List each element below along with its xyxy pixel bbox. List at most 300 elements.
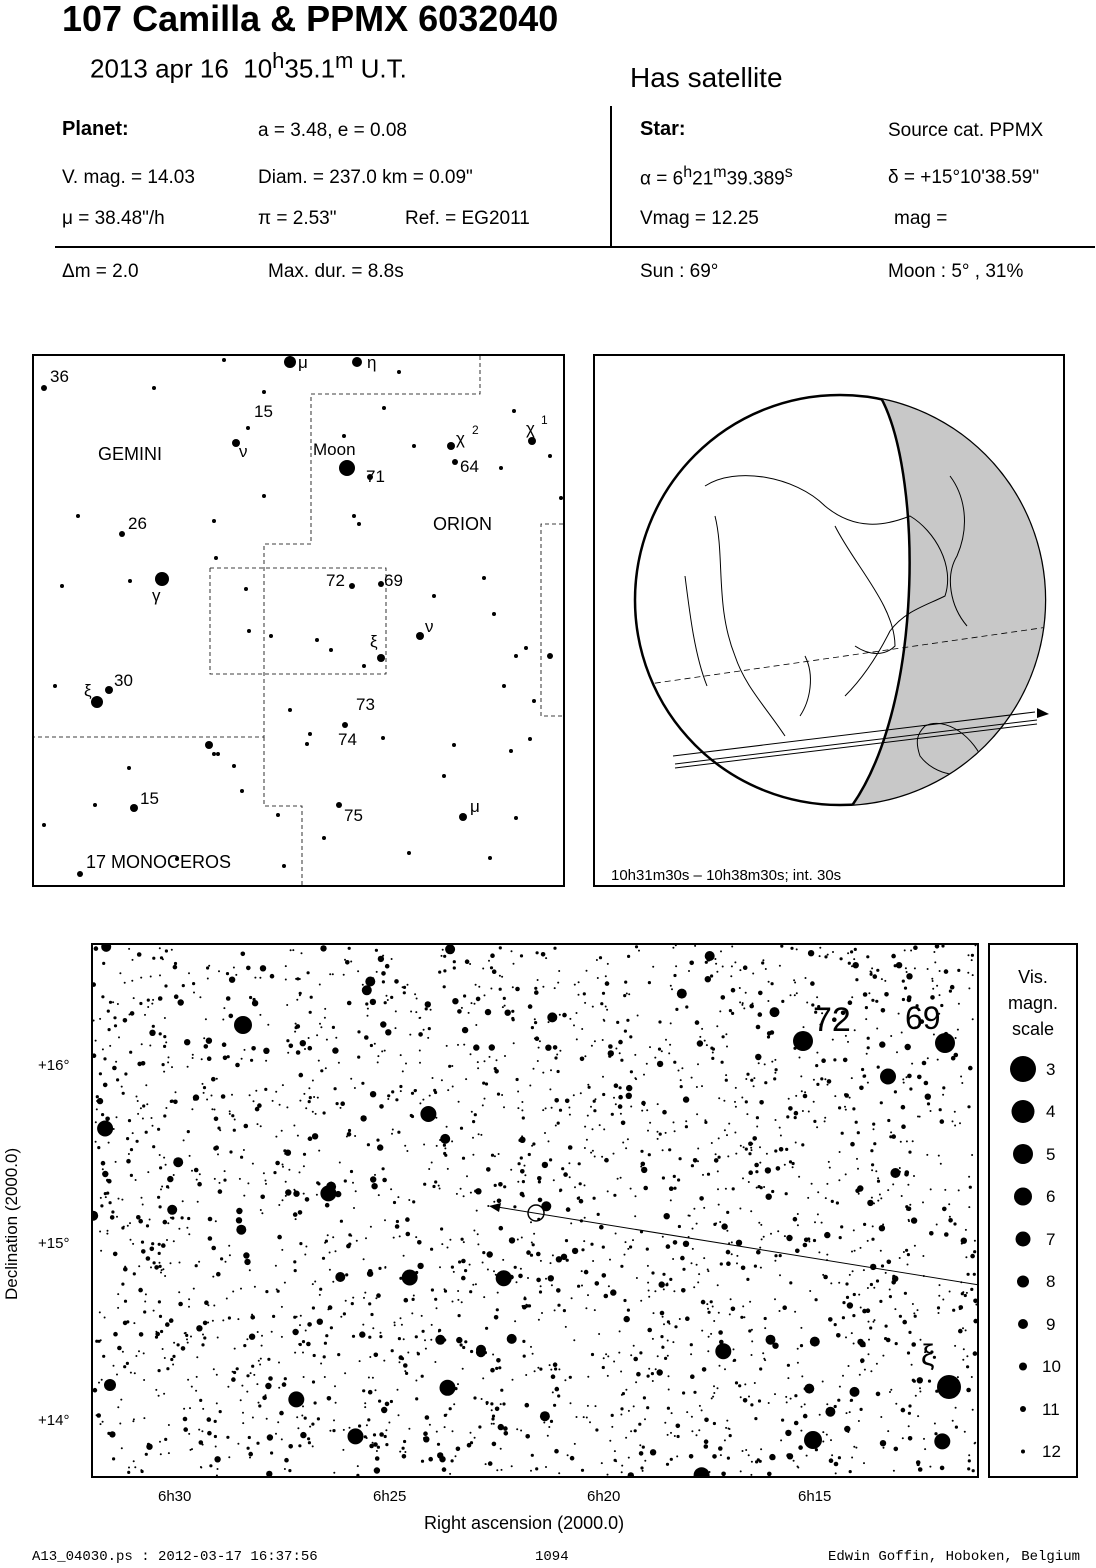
field-star <box>827 954 829 956</box>
field-star <box>382 1178 387 1183</box>
field-star <box>357 1030 360 1033</box>
legend-dot <box>1012 1100 1035 1123</box>
field-star <box>679 1157 682 1160</box>
field-star <box>872 1225 874 1227</box>
field-star <box>206 1038 212 1044</box>
field-star <box>955 1407 957 1409</box>
field-star <box>374 1043 376 1045</box>
field-star <box>344 1372 346 1374</box>
field-star <box>965 1329 967 1331</box>
field-star <box>963 1348 965 1350</box>
field-star <box>831 1200 834 1203</box>
field-star <box>639 1351 642 1354</box>
field-star <box>469 1264 471 1266</box>
field-star <box>581 1028 583 1030</box>
field-star <box>223 1056 228 1061</box>
field-star <box>749 1301 751 1303</box>
field-star <box>641 1167 647 1173</box>
field-star <box>383 1360 385 1362</box>
field-star <box>107 1230 109 1232</box>
field-star <box>551 1284 553 1286</box>
field-star <box>293 1125 295 1127</box>
field-star <box>337 1353 340 1356</box>
field-star <box>444 1426 446 1428</box>
finder-label-eta: η <box>367 356 377 372</box>
field-star <box>126 1159 131 1164</box>
field-star <box>329 973 331 975</box>
field-star <box>133 1322 135 1324</box>
field-star <box>351 1302 354 1305</box>
field-star <box>241 1058 243 1060</box>
field-star <box>578 994 580 996</box>
field-star <box>301 952 303 954</box>
field-star <box>627 955 630 958</box>
field-star <box>357 1465 359 1467</box>
field-star <box>830 1282 832 1284</box>
field-star <box>217 1153 219 1155</box>
field-star <box>443 969 446 972</box>
field-star <box>606 1009 608 1011</box>
field-star <box>463 1241 465 1243</box>
field-star <box>618 1095 623 1100</box>
field-star <box>294 1031 296 1033</box>
field-star <box>456 1447 461 1452</box>
field-star <box>97 1146 100 1149</box>
field-star <box>135 1179 137 1181</box>
field-star <box>665 1132 667 1134</box>
field-star <box>262 1396 267 1401</box>
field-star <box>194 1168 199 1173</box>
field-star <box>735 1381 738 1384</box>
field-star <box>647 1375 650 1378</box>
field-star <box>566 1207 571 1212</box>
field-star <box>304 1048 306 1050</box>
field-star <box>923 1438 925 1440</box>
field-star <box>517 1107 519 1109</box>
field-star <box>441 955 443 957</box>
field-star <box>750 1079 753 1082</box>
field-star <box>557 982 559 984</box>
field-star <box>517 1239 519 1241</box>
field-star <box>517 1091 519 1093</box>
field-star <box>472 1137 474 1139</box>
field-star <box>845 1109 847 1111</box>
field-star <box>942 1086 945 1089</box>
field-star <box>602 1273 607 1278</box>
field-star <box>750 1147 752 1149</box>
field-star <box>284 1468 286 1470</box>
field-star <box>584 1126 586 1128</box>
field-star <box>591 1353 594 1356</box>
field-star <box>403 991 406 994</box>
field-star <box>164 984 167 987</box>
field-star <box>592 1006 594 1008</box>
field-star <box>378 1400 381 1403</box>
field-star <box>372 981 374 983</box>
field-star <box>774 1149 777 1152</box>
field-star <box>746 1113 748 1115</box>
field-star <box>152 1125 154 1127</box>
field-star <box>855 1188 860 1193</box>
field-star <box>565 1326 567 1328</box>
field-star <box>239 1178 241 1180</box>
field-star <box>422 1330 425 1333</box>
field-star <box>214 1178 216 1180</box>
field-star <box>745 1100 748 1103</box>
field-star <box>879 1041 885 1047</box>
field-star <box>733 1359 736 1362</box>
field-star <box>824 955 827 958</box>
field-star <box>515 987 520 992</box>
field-star <box>972 1018 974 1020</box>
field-star <box>171 1217 174 1220</box>
field-star <box>157 1196 160 1199</box>
field-star <box>475 984 477 986</box>
field-star <box>743 1316 745 1318</box>
field-star <box>451 1140 453 1142</box>
field-star <box>703 1207 705 1209</box>
field-star <box>108 1142 110 1144</box>
field-star <box>828 1317 833 1322</box>
field-star <box>106 1233 108 1235</box>
field-star <box>163 1045 166 1048</box>
field-star <box>452 1086 454 1088</box>
field-star <box>248 1436 251 1439</box>
field-star <box>551 1374 556 1379</box>
planet-mu: μ = 38.48"/h <box>62 208 165 229</box>
field-star <box>727 1155 729 1157</box>
legend-dot <box>1018 1319 1028 1329</box>
field-star <box>142 1118 144 1120</box>
field-star <box>641 1110 643 1112</box>
field-star <box>308 1100 311 1103</box>
field-star <box>706 1044 708 1046</box>
field-star <box>299 1242 302 1245</box>
field-star <box>540 1411 550 1421</box>
field-star <box>295 1023 297 1025</box>
field-star <box>374 1174 376 1176</box>
field-star <box>95 1141 97 1143</box>
field-star <box>674 1435 676 1437</box>
field-star <box>858 1193 860 1195</box>
field-star <box>713 1422 716 1425</box>
field-star <box>836 1201 839 1204</box>
field-star <box>824 1232 830 1238</box>
field-star <box>528 1004 533 1009</box>
field-star <box>305 1330 307 1332</box>
field-star <box>913 945 918 950</box>
field-star <box>692 1248 694 1250</box>
field-star <box>214 1109 216 1111</box>
field-star <box>516 1428 518 1430</box>
earth-globe-panel <box>593 354 1065 887</box>
field-star <box>207 1304 209 1306</box>
field-star <box>422 1099 424 1101</box>
field-star <box>147 1171 149 1173</box>
field-star <box>759 1162 761 1164</box>
field-star <box>298 1343 300 1345</box>
field-star <box>159 1032 162 1035</box>
field-star <box>712 1454 717 1459</box>
field-star <box>929 1466 931 1468</box>
field-star <box>188 1433 190 1435</box>
field-star <box>381 1407 387 1413</box>
field-star <box>801 1375 803 1377</box>
field-star <box>130 1011 135 1016</box>
finder-chart-svg <box>34 356 563 885</box>
event-date: 2013 apr 16 <box>90 53 229 84</box>
field-star <box>721 1223 727 1229</box>
field-star <box>103 1057 106 1060</box>
field-star <box>444 1414 447 1417</box>
field-star <box>400 1317 402 1319</box>
field-star <box>140 1107 142 1109</box>
field-star <box>565 1099 570 1104</box>
field-star <box>797 1362 799 1364</box>
field-star <box>713 1392 715 1394</box>
field-star <box>163 1220 168 1225</box>
field-star <box>553 947 556 950</box>
field-star <box>376 1139 379 1142</box>
field-star <box>938 1295 940 1297</box>
field-star <box>323 1355 326 1358</box>
field-star <box>609 1259 611 1261</box>
field-star <box>779 965 781 967</box>
field-star <box>666 1463 669 1466</box>
field-star <box>247 1182 249 1184</box>
field-star <box>919 1391 921 1393</box>
earth-globe-svg <box>595 356 1063 885</box>
field-star <box>102 1421 104 1423</box>
field-star <box>902 1320 907 1325</box>
finder-label-36: 36 <box>50 367 69 386</box>
field-star <box>395 1098 398 1101</box>
field-star <box>482 1262 484 1264</box>
field-star <box>672 1341 674 1343</box>
field-star <box>868 1353 870 1355</box>
field-star <box>822 1441 824 1443</box>
field-star <box>293 1189 295 1191</box>
field-star <box>579 1182 582 1185</box>
field-star <box>214 1145 219 1150</box>
field-star <box>485 1009 491 1015</box>
field-star <box>714 1158 719 1163</box>
field-star <box>760 1224 762 1226</box>
field-star <box>834 1095 836 1097</box>
field-star <box>669 1186 674 1191</box>
field-star <box>742 1450 744 1452</box>
field-star <box>130 1174 133 1177</box>
field-star <box>162 1268 164 1270</box>
field-star <box>605 981 610 986</box>
field-star <box>249 996 252 999</box>
field-star <box>165 1041 167 1043</box>
field-star <box>646 1063 648 1065</box>
field-star <box>676 1424 681 1429</box>
field-star <box>879 1300 882 1303</box>
field-star <box>907 1351 910 1354</box>
field-star <box>525 1403 530 1408</box>
field-star <box>208 1236 213 1241</box>
field-star <box>456 1193 458 1195</box>
x-axis-label: Right ascension (2000.0) <box>424 1513 625 1533</box>
field-star <box>307 1437 310 1440</box>
field-star <box>726 1046 728 1048</box>
field-star <box>750 1403 753 1406</box>
field-star <box>843 1058 848 1063</box>
field-star <box>592 1150 594 1152</box>
field-star <box>574 1443 576 1445</box>
field-star <box>826 1254 828 1256</box>
field-star <box>697 1160 699 1162</box>
field-star <box>211 1246 216 1251</box>
field-star <box>282 1164 284 1166</box>
field-star <box>539 1368 542 1371</box>
field-star <box>944 1189 946 1191</box>
field-star <box>614 1450 616 1452</box>
field-star <box>312 1380 315 1383</box>
field-star <box>363 1297 365 1299</box>
field-star <box>973 1250 976 1253</box>
field-star <box>646 1248 649 1251</box>
field-star <box>670 1458 673 1461</box>
field-star <box>404 1370 406 1372</box>
field-star <box>677 989 687 999</box>
field-star <box>370 1044 373 1047</box>
field-star <box>607 1474 609 1476</box>
field-star <box>400 1090 402 1092</box>
field-star <box>118 1198 120 1200</box>
legend-dot <box>1010 1056 1036 1082</box>
field-star <box>209 1464 212 1467</box>
field-star <box>774 1260 776 1262</box>
field-star <box>753 1085 755 1087</box>
field-star <box>630 1188 632 1190</box>
field-star <box>481 1398 483 1400</box>
field-star <box>360 1115 366 1121</box>
field-star <box>441 1243 443 1245</box>
field-star <box>93 982 96 987</box>
field-star <box>619 1330 621 1332</box>
legend-mag-11: 11 <box>1042 1400 1060 1419</box>
field-star <box>855 978 858 981</box>
field-star <box>667 1434 669 1436</box>
field-star <box>365 1002 368 1005</box>
field-star <box>542 1109 544 1111</box>
field-star <box>201 1058 203 1060</box>
field-star <box>584 1217 586 1219</box>
field-star <box>594 1040 596 1042</box>
field-star <box>504 1055 506 1057</box>
field-star <box>500 1403 502 1405</box>
field-star <box>779 1254 782 1257</box>
y-tick-15: +15° <box>38 1235 70 1252</box>
field-star <box>375 1297 377 1299</box>
field-star <box>362 985 372 995</box>
field-star <box>166 1239 168 1241</box>
field-star <box>569 1114 571 1116</box>
field-star <box>335 1272 345 1282</box>
field-star <box>689 1454 694 1459</box>
field-star <box>667 1340 669 1342</box>
field-star <box>102 1168 104 1170</box>
field-star <box>146 1224 149 1227</box>
finder-label-nu-left: ν <box>239 442 248 461</box>
field-star <box>936 1224 938 1226</box>
field-star <box>371 1183 377 1189</box>
chart-star-label-xi: ξ <box>921 1339 935 1372</box>
field-star <box>112 1001 114 1003</box>
field-star <box>601 1156 603 1158</box>
chart-star-label-69: 69 <box>905 1000 941 1036</box>
field-star <box>299 978 301 980</box>
field-star <box>130 1372 132 1374</box>
field-star <box>968 1459 971 1462</box>
field-star <box>178 999 184 1005</box>
field-star <box>442 1467 447 1472</box>
field-star <box>773 1458 775 1460</box>
field-star <box>258 1360 260 1362</box>
field-star <box>164 1017 166 1019</box>
field-star <box>443 1144 446 1147</box>
field-star <box>534 1021 537 1024</box>
field-star <box>451 1065 453 1067</box>
field-star <box>329 1430 331 1432</box>
field-star <box>203 1321 208 1326</box>
field-star <box>813 1239 816 1242</box>
field-star <box>401 1324 403 1326</box>
field-star <box>620 1407 623 1410</box>
field-star <box>222 1319 224 1321</box>
field-star <box>797 1224 799 1226</box>
field-star <box>657 1103 659 1105</box>
field-star <box>143 1417 145 1419</box>
finder-label-chi2: χ <box>456 429 465 448</box>
field-star <box>790 1398 792 1400</box>
field-star <box>440 1380 456 1396</box>
field-star <box>696 1086 698 1088</box>
finder-label-15-bottom: 15 <box>140 789 159 808</box>
finder-chart <box>32 354 565 887</box>
field-star <box>195 1264 198 1267</box>
field-star <box>461 1007 463 1009</box>
field-star <box>734 1101 736 1103</box>
field-star <box>222 1019 224 1021</box>
field-star <box>774 1254 777 1257</box>
field-star <box>158 1243 161 1246</box>
field-star <box>101 1379 103 1381</box>
field-star <box>877 1066 880 1069</box>
field-star <box>138 1350 140 1352</box>
field-star <box>229 1113 231 1115</box>
field-star <box>743 1146 745 1148</box>
field-star <box>871 1163 874 1166</box>
field-star <box>288 1444 293 1449</box>
field-star <box>968 1066 973 1071</box>
field-star <box>893 1470 895 1472</box>
field-star <box>599 1124 601 1126</box>
field-star <box>647 1328 652 1333</box>
field-star <box>406 1150 408 1152</box>
field-star <box>780 1439 782 1441</box>
field-star <box>583 1416 585 1418</box>
field-star <box>505 1010 511 1016</box>
field-star <box>224 1170 226 1172</box>
field-star <box>652 1338 654 1340</box>
field-star <box>384 1266 386 1268</box>
field-star <box>207 1322 209 1324</box>
field-star <box>556 1256 562 1262</box>
